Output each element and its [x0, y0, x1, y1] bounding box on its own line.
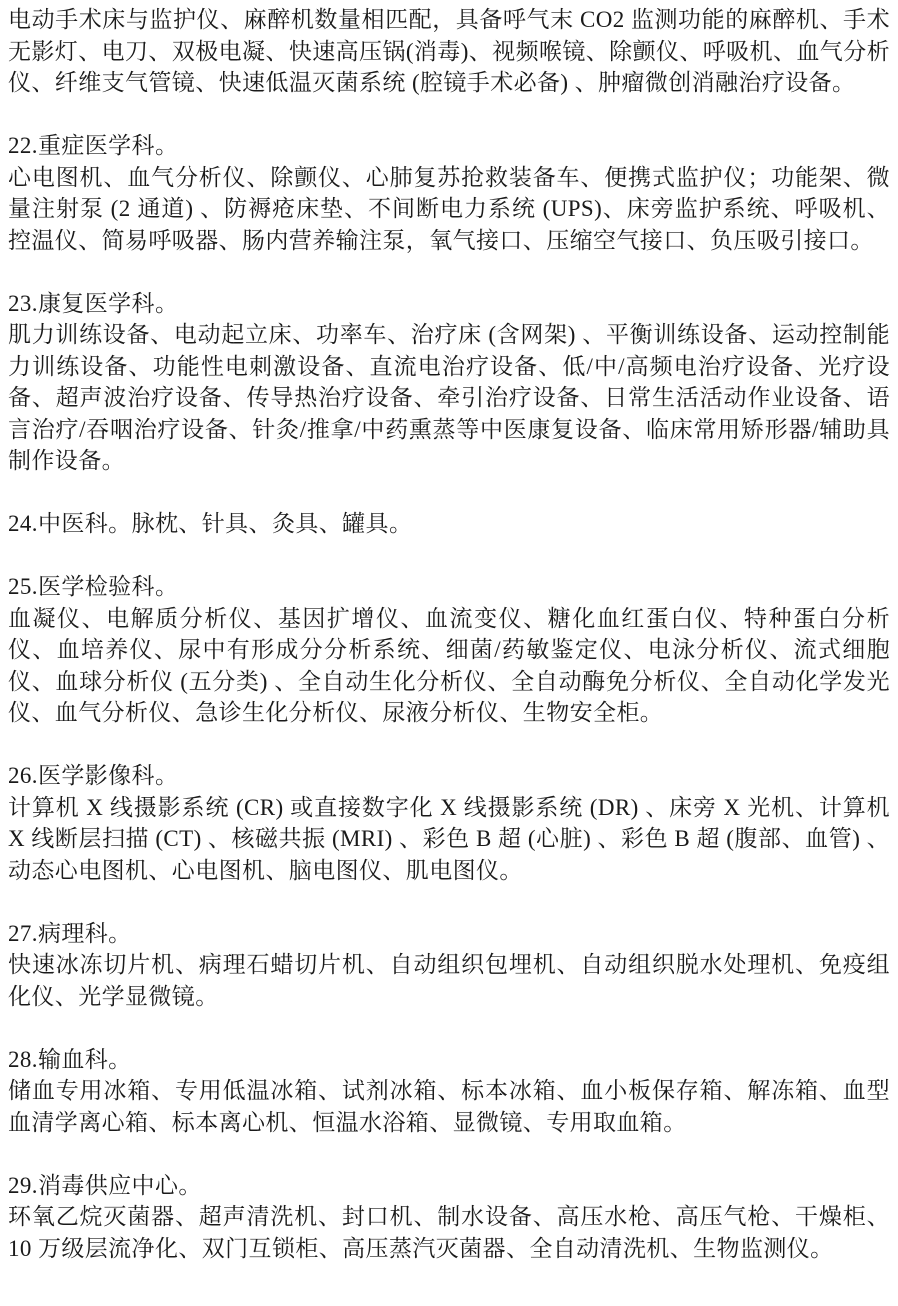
section-body: 储血专用冰箱、专用低温冰箱、试剂冰箱、标本冰箱、血小板保存箱、解冻箱、血型血清学离心箱、标本离心机、恒温水浴箱、显微镜、专用取血箱。 [8, 1078, 890, 1135]
section-25-laboratory [8, 571, 890, 729]
section-body: 计算机 X 线摄影系统 (CR) 或直接数字化 X 线摄影系统 (DR) 、床旁 X 光机、计算机 X 线断层扫描 (CT) 、核磁共振 (MRI) 、彩色 B 超 (心脏) 、彩色 B 超 (腹部、血管) 、动态心电图机、心电图机、脑电图仪、肌电图仪。 [8, 794, 890, 883]
section-heading: 26.医学影像科。 [8, 763, 179, 788]
section-body: 心电图机、血气分析仪、除颤仪、心肺复苏抢救装备车、便携式监护仪；功能架、微量注射泵 (2 通道) 、防褥疮床垫、不间断电力系统 (UPS)、床旁监护系统、呼吸机、控温仪、简易呼吸器、肠内营养输注泵，氧气接口、压缩空气接口、负压吸引接口。 [8, 164, 890, 253]
section-heading: 29.消毒供应中心。 [8, 1172, 202, 1198]
section-body: 脉枕、针具、灸具、罐具。 [131, 511, 413, 536]
section-heading: 23.康复医学科。 [8, 290, 179, 316]
section-body: 血凝仪、电解质分析仪、基因扩增仪、血流变仪、糖化血红蛋白仪、特种蛋白分析仪、血培养仪、尿中有形成分分析系统、细菌/药敏鉴定仪、电泳分析仪、流式细胞仪、血球分析仪 (五分类) 、全自动生化分析仪、全自动酶免分析仪、全自动化学发光仪、血气分析仪、急诊生化分析仪、尿液分析仪、生物安全柜。 [8, 605, 890, 725]
section-body: 环氧乙烷灭菌器、超声清洗机、封口机、制水设备、高压水枪、高压气枪、干燥柜、10 万级层流净化、双门互锁柜、高压蒸汽灭菌器、全自动清洗机、生物监测仪。 [8, 1204, 890, 1261]
section-heading: 28.输血科。 [8, 1046, 132, 1072]
section-heading: 25.医学检验科。 [8, 574, 179, 599]
section-heading: 22.重症医学科。 [8, 133, 179, 158]
paragraph-operating-room-equipment: 电动手术床与监护仪、麻醉机数量相匹配，具备呼气末 CO2 监测功能的麻醉机、手术无影灯、电刀、双极电凝、快速高压锅(消毒)、视频喉镜、除颤仪、呼吸机、血气分析仪、纤维支气管镜、快速低温灭菌系统 (腔镜手术必备) 、肿瘤微创消融治疗设备。 [8, 7, 890, 95]
section-heading: 24.中医科。 [8, 511, 132, 536]
section-27-pathology [8, 918, 890, 1013]
section-23-rehabilitation [8, 288, 890, 477]
section-body: 快速冰冻切片机、病理石蜡切片机、自动组织包埋机、自动组织脱水处理机、免疫组化仪、光学显微镜。 [8, 952, 890, 1009]
section-body: 肌力训练设备、电动起立床、功率车、治疗床 (含网架) 、平衡训练设备、运动控制能力训练设备、功能性电刺激设备、直流电治疗设备、低/中/高频电治疗设备、光疗设备、超声波治疗设备、传导热治疗设备、牵引治疗设备、日常生活活动作业设备、语言治疗/吞咽治疗设备、针灸/推拿/中药熏蒸等中医康复设备、临床常用矫形器/辅助具制作设备。 [8, 322, 890, 473]
section-29-sterilization-supply-center [8, 1170, 890, 1265]
section-24-tcm [8, 508, 890, 540]
section-26-medical-imaging [8, 760, 890, 886]
section-heading: 27.病理科。 [8, 920, 132, 946]
section-inline-line [8, 508, 890, 540]
section-22-critical-care [8, 130, 890, 256]
section-28-blood-transfusion [8, 1044, 890, 1139]
